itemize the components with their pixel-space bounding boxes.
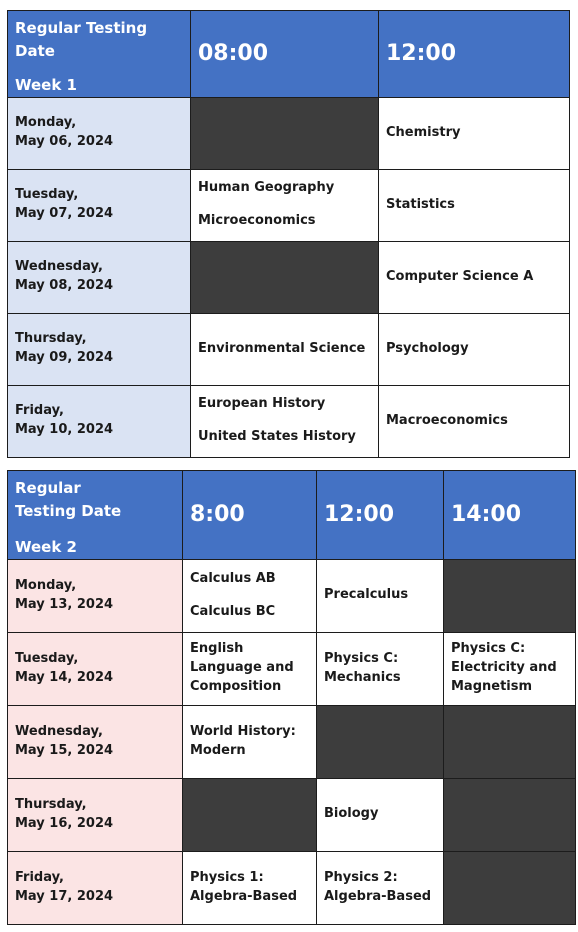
exam-name: Biology: [324, 806, 379, 822]
exam-name: Human Geography: [198, 180, 335, 196]
exam-slot: [379, 385, 570, 457]
week1-date-cell: [8, 97, 191, 169]
date-label: May 06, 2024: [15, 134, 114, 149]
date-label: May 09, 2024: [15, 350, 114, 365]
exam-name: Statistics: [386, 196, 455, 212]
week1-header-corner: [8, 11, 191, 98]
exam-name: Chemistry: [386, 124, 461, 140]
exam-name: World History: Modern: [190, 723, 296, 758]
exam-slot: [183, 705, 317, 778]
week2-date-cell: [8, 705, 183, 778]
exam-slot: [444, 632, 576, 705]
exam-name: Psychology: [386, 340, 469, 356]
exam-name: Microeconomics: [198, 213, 316, 228]
week1-schedule-table: [7, 10, 570, 458]
day-label: Monday,: [15, 577, 77, 593]
day-label: Tuesday,: [15, 650, 79, 666]
date-label: May 08, 2024: [15, 278, 114, 293]
exam-name: Computer Science A: [386, 268, 534, 284]
week1-time-0800: 08:00: [191, 11, 379, 98]
week2-header-row: [8, 471, 576, 560]
week1-date-cell: [8, 241, 191, 313]
day-label: Thursday,: [15, 796, 87, 812]
exam-name: Physics 2: Algebra-Based: [324, 869, 432, 904]
date-label: May 17, 2024: [15, 888, 114, 904]
table-row: [8, 169, 570, 241]
date-label: May 15, 2024: [15, 742, 114, 758]
exam-name: United States History: [198, 429, 356, 444]
exam-slot: [317, 632, 444, 705]
date-label: May 14, 2024: [15, 669, 114, 685]
exam-slot: [183, 632, 317, 705]
day-label: Friday,: [15, 403, 64, 419]
exam-name: European History: [198, 396, 326, 412]
exam-name: Calculus AB: [190, 570, 276, 586]
exam-slot: [379, 313, 570, 385]
table-row: [8, 705, 576, 778]
week2-date-cell: [8, 778, 183, 851]
week1-date-cell: [8, 169, 191, 241]
table-row: [8, 241, 570, 313]
week1-header-title: Regular Testing Date: [15, 19, 148, 60]
exam-name: Environmental Science: [198, 340, 366, 356]
empty-slot: [444, 778, 576, 851]
week1-time-1200: 12:00: [379, 11, 570, 98]
week2-time-1200: 12:00: [317, 471, 444, 560]
empty-slot: [317, 705, 444, 778]
empty-slot: [444, 851, 576, 924]
week2-date-cell: [8, 632, 183, 705]
date-label: May 10, 2024: [15, 422, 114, 437]
exam-name: Physics C: Electricity and Magnetism: [451, 641, 557, 694]
exam-slot: [191, 385, 379, 457]
day-label: Tuesday,: [15, 187, 79, 203]
week2-time-1400: 14:00: [444, 471, 576, 560]
table-row: [8, 851, 576, 924]
day-label: Wednesday,: [15, 259, 103, 275]
exam-slot: [317, 851, 444, 924]
empty-slot: [191, 97, 379, 169]
week1-header-week: Week 1: [15, 76, 77, 94]
table-row: [8, 559, 576, 632]
exam-name: English Language and Composition: [190, 641, 294, 694]
week2-schedule-table: [7, 470, 576, 925]
exam-name: Physics C: Mechanics: [324, 650, 401, 685]
empty-slot: [444, 559, 576, 632]
week2-time-0800: 8:00: [183, 471, 317, 560]
day-label: Wednesday,: [15, 723, 103, 739]
table-row: [8, 632, 576, 705]
exam-slot: [183, 559, 317, 632]
exam-name: Calculus BC: [190, 603, 276, 619]
empty-slot: [444, 705, 576, 778]
week1-date-cell: [8, 385, 191, 457]
table-row: [8, 385, 570, 457]
week2-date-cell: [8, 559, 183, 632]
empty-slot: [191, 241, 379, 313]
week2-header-corner: [8, 471, 183, 560]
exam-slot: [379, 241, 570, 313]
week2-header-title: Regular Testing Date: [15, 479, 122, 520]
exam-slot: [191, 169, 379, 241]
day-label: Friday,: [15, 869, 64, 885]
table-row: [8, 313, 570, 385]
week1-header-row: [8, 11, 570, 98]
exam-slot: [317, 778, 444, 851]
exam-name: Precalculus: [324, 587, 409, 603]
date-label: May 13, 2024: [15, 596, 114, 612]
exam-slot: [191, 313, 379, 385]
empty-slot: [183, 778, 317, 851]
exam-slot: [379, 97, 570, 169]
date-label: May 07, 2024: [15, 206, 114, 221]
week1-date-cell: [8, 313, 191, 385]
date-label: May 16, 2024: [15, 815, 114, 831]
exam-name: Physics 1: Algebra-Based: [190, 869, 298, 904]
exam-slot: [379, 169, 570, 241]
table-row: [8, 97, 570, 169]
day-label: Monday,: [15, 115, 77, 131]
exam-name: Macroeconomics: [386, 412, 508, 428]
exam-slot: [183, 851, 317, 924]
week2-header-week: Week 2: [15, 538, 77, 556]
exam-slot: [317, 559, 444, 632]
day-label: Thursday,: [15, 331, 87, 347]
week2-date-cell: [8, 851, 183, 924]
table-row: [8, 778, 576, 851]
